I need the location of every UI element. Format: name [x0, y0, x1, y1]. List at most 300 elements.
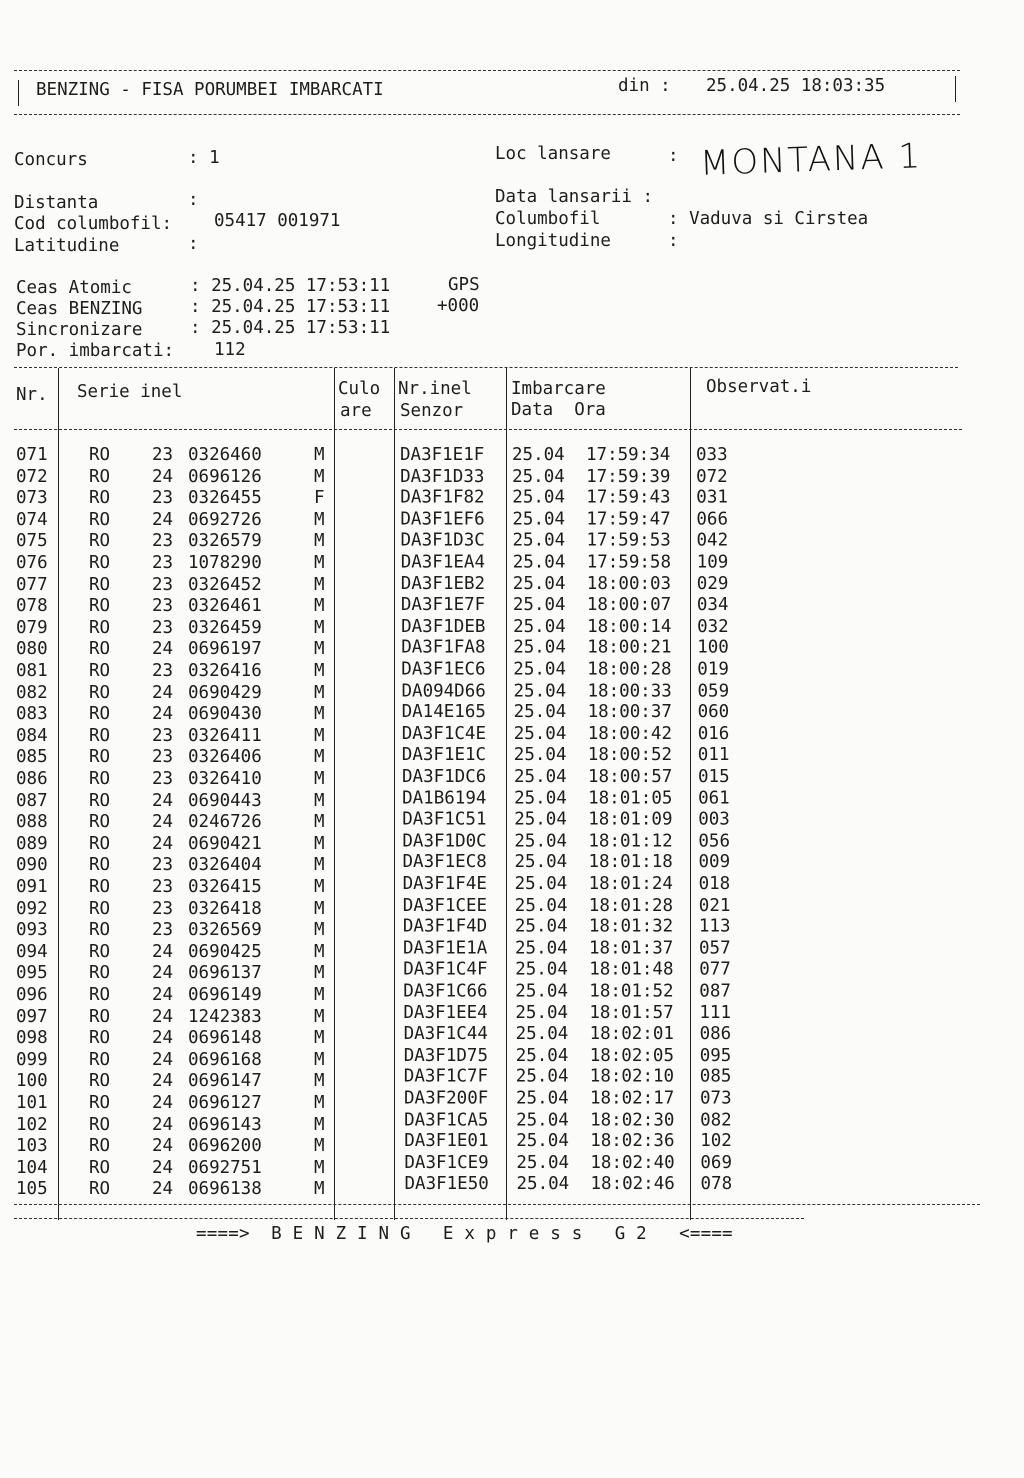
cell-ring-country: RO: [89, 1114, 111, 1135]
cell-observation: 100: [697, 638, 729, 659]
print-date-label: din :: [618, 76, 671, 96]
cell-ring-country: RO: [89, 682, 111, 703]
cell-ring-country: RO: [89, 769, 111, 789]
cell-observation: 087: [699, 981, 731, 1002]
cell-ring-country: RO: [89, 747, 111, 768]
cell-ring-country: RO: [89, 445, 111, 465]
table-bottom-border: [14, 1204, 980, 1205]
cell-sex: M: [314, 963, 325, 984]
cell-boarding-time: 17:59:34: [586, 445, 671, 465]
table-row: [0, 1024, 1000, 1050]
cell-boarding-date: 25.04: [514, 916, 568, 937]
cell-observation: 009: [698, 852, 731, 873]
cell-boarding-time: 18:01:48: [589, 959, 674, 980]
header-bottom-border: [14, 429, 962, 430]
cell-ring-country: RO: [89, 553, 111, 573]
cell-boarding-date: 25.04: [516, 1152, 570, 1173]
cell-row-number: 093: [16, 920, 48, 941]
table-row: [0, 575, 1000, 597]
cell-ring-country: RO: [89, 466, 111, 487]
cell-rfid-tag: DA3F1C7F: [403, 1067, 489, 1088]
sincronizare-value: : 25.04.25 17:53:11: [190, 318, 391, 338]
title-top-border: [14, 70, 960, 71]
cell-row-number: 079: [16, 617, 48, 638]
cell-observation: 059: [697, 680, 730, 701]
cell-ring-number: 0696137: [188, 963, 262, 984]
footer-banner: ====> B E N Z I N G E x p r e s s G 2 <====: [196, 1224, 733, 1244]
cell-ring-country: RO: [89, 704, 111, 725]
cell-row-number: 086: [16, 769, 48, 789]
cell-sex: M: [314, 769, 325, 789]
title-right-border: [955, 76, 956, 102]
cell-ring-number: 0696168: [188, 1049, 262, 1070]
cell-row-number: 074: [16, 509, 48, 530]
cell-boarding-date: 25.04: [515, 981, 568, 1002]
table-row: [0, 809, 1000, 834]
header-senzor: Senzor: [400, 401, 464, 421]
cell-ring-country: RO: [89, 898, 111, 919]
header-nr-inel: Nr.inel: [398, 379, 472, 399]
cell-row-number: 071: [16, 445, 48, 465]
cell-rfid-tag: DA3F1E01: [404, 1131, 489, 1152]
cell-boarding-date: 25.04: [512, 573, 566, 594]
cell-ring-country: RO: [89, 1093, 111, 1113]
cell-ring-country: RO: [89, 488, 111, 509]
cell-ring-year: 24: [152, 1136, 174, 1157]
cell-boarding-date: 25.04: [515, 1002, 569, 1023]
title-bottom-border: [14, 114, 960, 115]
table-row: [0, 723, 1000, 748]
header-observatii: Observat.i: [706, 377, 812, 397]
table-row: [0, 553, 1000, 575]
cell-rfid-tag: DA3F1FA8: [401, 638, 486, 659]
cell-boarding-time: 17:59:43: [586, 487, 671, 508]
print-date-value: 25.04.25 18:03:35: [706, 76, 886, 96]
cell-ring-country: RO: [89, 1179, 111, 1200]
cell-row-number: 096: [16, 985, 48, 1005]
cell-ring-country: RO: [89, 1157, 111, 1178]
cell-ring-year: 24: [152, 1093, 174, 1113]
cell-sex: M: [314, 1028, 325, 1049]
cell-rfid-tag: DA3F1C66: [403, 981, 488, 1002]
cell-ring-year: 23: [152, 617, 174, 638]
table-row: [0, 467, 1000, 489]
cell-sex: M: [314, 509, 325, 530]
cell-ring-number: 0696138: [188, 1179, 262, 1200]
cell-rfid-tag: DA3F1DC6: [402, 766, 487, 787]
cell-rfid-tag: DA3F1EC8: [402, 852, 487, 873]
cell-row-number: 104: [16, 1157, 48, 1178]
cell-ring-year: 24: [152, 1114, 174, 1135]
ceas-benzing-extra: +000: [437, 296, 480, 316]
cell-rfid-tag: DA3F1D0C: [402, 831, 487, 852]
cell-ring-number: 0690443: [188, 790, 262, 811]
cell-observation: 042: [696, 530, 729, 551]
table-row: [0, 766, 1000, 791]
cell-observation: 085: [699, 1067, 732, 1088]
cell-ring-country: RO: [89, 790, 111, 811]
cell-ring-number: 0326418: [188, 898, 262, 919]
cell-observation: 031: [696, 487, 728, 508]
cell-boarding-time: 18:02:10: [589, 1067, 675, 1088]
cell-ring-number: 0690429: [188, 682, 262, 703]
cell-rfid-tag: DA3F1F4D: [402, 916, 488, 937]
cell-observation: 021: [698, 895, 731, 916]
cell-ring-country: RO: [89, 985, 111, 1005]
table-row: [0, 510, 1000, 532]
cell-boarding-time: 18:01:32: [588, 916, 674, 937]
cell-ring-year: 23: [152, 531, 174, 552]
header-culoare-2: are: [340, 401, 372, 421]
cell-row-number: 091: [16, 877, 48, 897]
cell-ring-number: 0696148: [188, 1028, 262, 1049]
cell-ring-year: 23: [152, 898, 174, 919]
cell-ring-number: 0326415: [188, 877, 262, 897]
cell-observation: 018: [698, 874, 731, 894]
cell-observation: 082: [700, 1109, 732, 1130]
porumbei-imbarcati-label: Por. imbarcati:: [16, 341, 175, 361]
cell-rfid-tag: DA3F1F4E: [402, 874, 487, 894]
cell-boarding-date: 25.04: [513, 616, 566, 637]
cell-ring-number: 0326569: [188, 920, 262, 941]
cell-observation: 016: [697, 723, 730, 744]
cell-ring-country: RO: [89, 596, 111, 617]
cell-ring-year: 24: [152, 1049, 174, 1070]
loc-lansare-label: Loc lansare: [495, 144, 611, 164]
cell-observation: 078: [700, 1174, 733, 1195]
cell-sex: M: [314, 553, 325, 573]
cell-ring-number: 0326406: [188, 747, 262, 768]
header-serie-inel: Serie inel: [77, 382, 183, 402]
cell-ring-year: 24: [152, 1028, 174, 1049]
cell-ring-year: 23: [152, 877, 174, 897]
cell-row-number: 075: [16, 531, 48, 552]
cell-observation: 113: [698, 916, 731, 937]
cell-rfid-tag: DA3F1E1A: [403, 938, 488, 959]
cell-rfid-tag: DA3F1C4F: [403, 959, 488, 980]
cell-boarding-date: 25.04: [513, 702, 567, 723]
cell-sex: M: [314, 1049, 325, 1070]
cell-rfid-tag: DA3F1EF6: [400, 509, 485, 530]
latitudine-value: :: [188, 234, 199, 254]
cell-boarding-time: 18:00:57: [588, 766, 673, 787]
cell-ring-number: 1242383: [188, 1006, 262, 1027]
loc-lansare-handwritten: MONTANA 1: [699, 136, 923, 184]
table-row: [0, 895, 1000, 921]
ceas-atomic-label: Ceas Atomic: [16, 278, 132, 298]
cell-ring-number: 0696200: [188, 1136, 262, 1157]
table-row: [0, 959, 1000, 985]
cell-observation: 034: [696, 595, 729, 616]
cell-sex: M: [314, 877, 325, 897]
cell-sex: M: [314, 833, 325, 854]
cell-ring-year: 23: [152, 574, 174, 595]
cell-boarding-time: 18:02:46: [590, 1174, 675, 1195]
cell-rfid-tag: DA14E165: [401, 702, 486, 723]
cell-ring-country: RO: [89, 531, 111, 552]
concurs-label: Concurs: [14, 150, 88, 170]
cell-rfid-tag: DA1B6194: [402, 788, 487, 809]
table-row: [0, 1109, 1000, 1137]
cell-observation: 057: [699, 938, 731, 959]
cell-sex: M: [314, 639, 325, 660]
table-row: [0, 1045, 1000, 1072]
cell-ring-country: RO: [89, 1049, 111, 1070]
cell-boarding-date: 25.04: [513, 723, 567, 744]
cell-rfid-tag: DA3F1E1F: [400, 445, 485, 465]
cell-ring-number: 0326404: [188, 855, 262, 876]
cell-ring-number: 0696147: [188, 1071, 262, 1092]
cell-ring-number: 0690430: [188, 704, 262, 725]
cell-ring-country: RO: [89, 574, 111, 595]
cell-observation: 019: [697, 659, 729, 680]
cell-ring-number: 0692751: [188, 1157, 262, 1178]
columbofil-label: Columbofil: [495, 209, 601, 229]
cell-row-number: 099: [16, 1049, 48, 1070]
cell-ring-year: 24: [152, 1157, 174, 1178]
cell-ring-year: 23: [152, 553, 174, 573]
cell-sex: M: [314, 1006, 325, 1027]
cell-sex: M: [314, 790, 325, 811]
cell-row-number: 072: [16, 466, 48, 487]
table-row: [0, 618, 1000, 640]
cell-observation: 072: [696, 466, 728, 487]
cell-ring-year: 23: [152, 596, 174, 617]
header-imbarcare: Imbarcare: [511, 379, 606, 399]
cell-boarding-time: 18:00:14: [587, 616, 672, 637]
cell-ring-year: 24: [152, 682, 174, 703]
cell-boarding-date: 25.04: [515, 1067, 569, 1088]
title-left-border: [18, 80, 19, 106]
cell-ring-country: RO: [89, 1006, 111, 1027]
cell-boarding-date: 25.04: [512, 530, 566, 551]
cell-ring-number: 0326452: [188, 574, 262, 595]
cell-ring-country: RO: [89, 725, 111, 746]
cell-ring-number: 0696149: [188, 985, 262, 1005]
cell-boarding-time: 18:01:52: [589, 981, 674, 1002]
cell-ring-country: RO: [89, 833, 111, 854]
cell-rfid-tag: DA3F1E7F: [400, 595, 486, 616]
cell-sex: M: [314, 855, 325, 876]
cell-ring-number: 0246726: [188, 812, 262, 833]
cell-observation: 095: [699, 1045, 732, 1066]
cell-observation: 066: [696, 509, 729, 530]
cell-boarding-time: 18:00:52: [587, 745, 673, 766]
cell-boarding-date: 25.04: [515, 1024, 569, 1045]
cell-rfid-tag: DA3F1C4E: [401, 723, 486, 744]
cell-rfid-tag: DA3F1EE4: [403, 1002, 488, 1023]
cell-boarding-time: 18:02:01: [589, 1024, 674, 1045]
cell-boarding-date: 25.04: [514, 831, 568, 852]
latitudine-label: Latitudine: [14, 236, 120, 256]
cell-row-number: 090: [16, 855, 48, 876]
cell-rfid-tag: DA3F1E50: [404, 1174, 489, 1195]
table-row: [0, 1131, 1000, 1158]
cell-boarding-time: 18:01:18: [588, 852, 673, 873]
table-row: [0, 1067, 1000, 1093]
cell-rfid-tag: DA3F1EC6: [401, 659, 486, 680]
cell-sex: M: [314, 920, 325, 941]
document-title: BENZING - FISA PORUMBEI IMBARCATI: [36, 80, 384, 100]
cell-row-number: 089: [16, 833, 48, 854]
cell-boarding-time: 18:02:17: [590, 1088, 675, 1109]
cell-ring-country: RO: [89, 877, 111, 897]
cell-ring-year: 24: [152, 1071, 174, 1092]
cell-sex: M: [314, 661, 325, 681]
cell-rfid-tag: DA094D66: [401, 680, 486, 701]
cell-row-number: 103: [16, 1136, 48, 1157]
cell-sex: M: [314, 682, 325, 703]
cell-boarding-date: 25.04: [514, 788, 567, 809]
cell-ring-number: 0326460: [188, 445, 262, 465]
cell-ring-country: RO: [89, 963, 111, 984]
cell-rfid-tag: DA3F1CE9: [404, 1152, 489, 1173]
sincronizare-label: Sincronizare: [16, 320, 143, 340]
cell-observation: 003: [698, 809, 730, 830]
cell-ring-number: 1078290: [188, 553, 262, 573]
cell-boarding-date: 25.04: [516, 1088, 569, 1109]
cell-rfid-tag: DA3F1D3C: [400, 530, 485, 551]
header-culoare-1: Culo: [338, 379, 381, 399]
ceas-atomic-value: : 25.04.25 17:53:11: [190, 276, 391, 296]
cell-sex: F: [314, 488, 325, 509]
cell-row-number: 084: [16, 725, 48, 746]
cell-ring-year: 24: [152, 790, 174, 811]
cell-boarding-time: 18:02:05: [589, 1045, 674, 1066]
cell-boarding-time: 18:00:42: [587, 723, 672, 744]
cell-ring-country: RO: [89, 812, 111, 833]
cell-row-number: 081: [16, 661, 48, 681]
cell-ring-country: RO: [89, 855, 111, 876]
cell-boarding-time: 18:00:28: [587, 659, 672, 680]
cell-boarding-time: 18:01:28: [588, 895, 674, 916]
cell-ring-number: 0326411: [188, 725, 262, 746]
cell-sex: M: [314, 1114, 325, 1135]
cell-sex: M: [314, 704, 325, 725]
table-row: [0, 1088, 1000, 1115]
cell-boarding-date: 25.04: [515, 938, 568, 959]
table-row: [0, 747, 1000, 769]
cell-ring-number: 0692726: [188, 509, 262, 530]
cell-boarding-date: 25.04: [514, 809, 567, 830]
cell-ring-country: RO: [89, 617, 111, 638]
cell-ring-number: 0696197: [188, 639, 262, 660]
cell-observation: 060: [697, 702, 730, 723]
cell-sex: M: [314, 445, 325, 465]
cell-rfid-tag: DA3F1D33: [400, 466, 485, 487]
cell-observation: 061: [698, 788, 730, 809]
cell-boarding-date: 25.04: [516, 1109, 569, 1130]
cell-ring-year: 23: [152, 855, 174, 876]
cell-boarding-date: 25.04: [512, 487, 565, 508]
cell-row-number: 085: [16, 747, 48, 768]
cell-boarding-date: 25.04: [514, 874, 568, 894]
cod-columbofil-value: 05417 001971: [214, 211, 341, 231]
cell-ring-year: 24: [152, 509, 174, 530]
table-row: [0, 1002, 1000, 1029]
cell-boarding-time: 18:01:05: [588, 788, 673, 809]
cell-row-number: 102: [16, 1114, 48, 1135]
cell-row-number: 092: [16, 898, 48, 919]
cell-boarding-time: 18:00:07: [586, 595, 672, 616]
cell-ring-number: 0690421: [188, 833, 262, 854]
cell-boarding-date: 25.04: [513, 680, 567, 701]
cell-row-number: 088: [16, 812, 48, 833]
cell-ring-year: 24: [152, 704, 174, 725]
cell-rfid-tag: DA3F1F82: [400, 487, 485, 508]
cell-observation: 073: [700, 1088, 732, 1109]
cell-row-number: 105: [16, 1179, 48, 1200]
cell-ring-number: 0696126: [188, 466, 262, 487]
cell-row-number: 083: [16, 704, 48, 725]
concurs-value: : 1: [188, 148, 220, 168]
cell-sex: M: [314, 1093, 325, 1113]
cell-observation: 033: [696, 445, 728, 465]
cell-boarding-time: 18:01:57: [589, 1002, 674, 1023]
cell-ring-year: 24: [152, 941, 174, 962]
cell-observation: 015: [698, 766, 730, 787]
cell-row-number: 098: [16, 1028, 48, 1049]
table-row: [0, 916, 1000, 942]
cell-sex: M: [314, 466, 325, 487]
cell-ring-country: RO: [89, 639, 111, 660]
cell-row-number: 101: [16, 1093, 48, 1113]
cell-ring-number: 0690425: [188, 941, 262, 962]
loc-lansare-colon: :: [668, 146, 679, 166]
table-row: [0, 488, 1000, 510]
cell-ring-year: 24: [152, 812, 174, 833]
cell-ring-number: 0326416: [188, 661, 262, 681]
porumbei-imbarcati-value: 112: [214, 340, 246, 360]
cell-rfid-tag: DA3F1EA4: [400, 552, 485, 573]
cell-observation: 111: [699, 1002, 732, 1023]
cell-boarding-time: 18:02:30: [590, 1109, 675, 1130]
table-row: [0, 531, 1000, 553]
cell-boarding-date: 25.04: [513, 659, 566, 680]
cell-rfid-tag: DA3F1C44: [403, 1024, 488, 1045]
cell-observation: 032: [697, 616, 729, 637]
cell-boarding-time: 18:02:40: [590, 1152, 675, 1173]
table-row: [0, 680, 1000, 705]
cell-ring-year: 23: [152, 661, 174, 681]
table-row: [0, 981, 1000, 1007]
table-top-border: [14, 367, 958, 368]
cell-boarding-time: 17:59:39: [586, 466, 671, 487]
cell-ring-year: 23: [152, 445, 174, 465]
cell-ring-year: 24: [152, 1179, 174, 1200]
distanta-label: Distanta: [14, 193, 99, 213]
table-row: [0, 639, 1000, 661]
cell-boarding-date: 25.04: [514, 895, 568, 916]
cell-row-number: 082: [16, 682, 48, 703]
cell-boarding-date: 25.04: [512, 466, 565, 487]
cell-ring-year: 24: [152, 985, 174, 1005]
cell-sex: M: [314, 617, 325, 638]
cell-observation: 011: [697, 745, 730, 766]
cell-observation: 102: [700, 1131, 732, 1152]
cell-sex: M: [314, 1179, 325, 1200]
cell-boarding-time: 18:00:21: [587, 638, 672, 659]
cell-ring-country: RO: [89, 1071, 111, 1092]
cell-rfid-tag: DA3F1EB2: [400, 573, 486, 594]
cell-ring-number: 0326459: [188, 617, 262, 638]
cell-rfid-tag: DA3F1C51: [402, 809, 487, 830]
cell-boarding-date: 25.04: [513, 745, 567, 766]
ceas-benzing-value: : 25.04.25 17:53:11: [190, 297, 391, 317]
cell-boarding-time: 18:01:12: [588, 831, 673, 852]
cell-boarding-time: 18:00:33: [587, 680, 672, 701]
cell-boarding-date: 25.04: [512, 445, 565, 465]
